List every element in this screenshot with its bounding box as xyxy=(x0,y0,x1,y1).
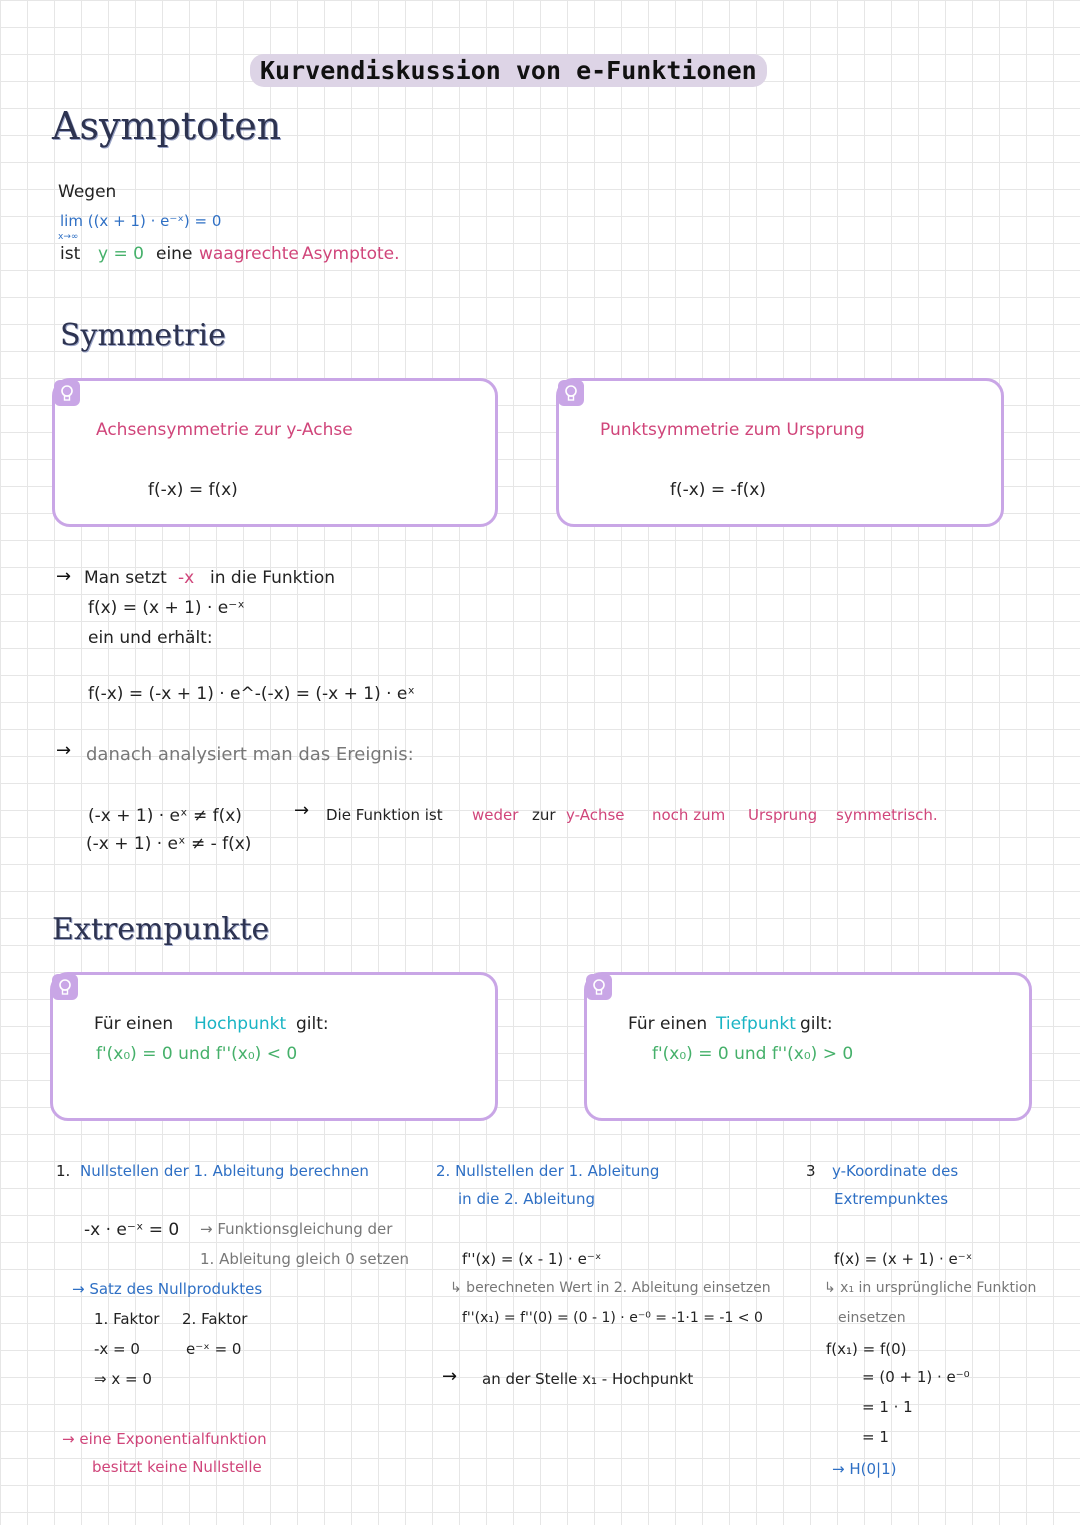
step1-equation: -x · e⁻ˣ = 0 xyxy=(84,1220,180,1240)
box-achsensymmetrie-formula: f(-x) = f(x) xyxy=(148,480,238,500)
function-f-minus-x: f(-x) = (-x + 1) · e^-(-x) = (-x + 1) · eˣ xyxy=(88,684,415,704)
text-wegen: Wegen xyxy=(58,182,117,202)
step3-function: f(x) = (x + 1) · e⁻ˣ xyxy=(834,1250,973,1268)
box-tiefpunkt-condition: f'(x₀) = 0 und f''(x₀) > 0 xyxy=(652,1044,854,1064)
step1-note-2: 1. Ableitung gleich 0 setzen xyxy=(200,1250,410,1268)
lightbulb-icon xyxy=(558,380,584,406)
step1-conclusion-1: → eine Exponentialfunktion xyxy=(62,1430,267,1448)
info-box-achsensymmetrie xyxy=(52,378,498,527)
text-man-setzt: Man setzt xyxy=(84,568,167,588)
info-box-punktsymmetrie xyxy=(556,378,1004,527)
conclusion-ursprung: Ursprung xyxy=(748,806,818,824)
step3-heading-2: Extrempunktes xyxy=(834,1190,949,1208)
step2-heading-1: 2. Nullstellen der 1. Ableitung xyxy=(436,1162,660,1180)
text-asymptote: Asymptote. xyxy=(302,244,400,264)
box-hochpunkt-word: Hochpunkt xyxy=(194,1014,287,1034)
step3-result: → H(0|1) xyxy=(832,1460,897,1478)
limit-expression: lim ((x + 1) · e⁻ˣ) = 0 xyxy=(60,212,222,230)
step1-conclusion-2: besitzt keine Nullstelle xyxy=(92,1458,262,1476)
step3-heading-1: y-Koordinate des xyxy=(832,1162,959,1180)
conclusion-noch-zum: noch zum xyxy=(652,806,726,824)
conclusion-symmetrisch: symmetrisch. xyxy=(836,806,938,824)
box-hochpunkt-text: Für einen xyxy=(94,1014,174,1034)
step1-faktor-2-eq: e⁻ˣ = 0 xyxy=(186,1340,242,1358)
text-analysiert: danach analysiert man das Ereignis: xyxy=(86,744,414,765)
step1-heading: Nullstellen der 1. Ableitung berechnen xyxy=(80,1162,369,1180)
conclusion-text-a: Die Funktion ist xyxy=(326,806,443,824)
lightbulb-icon xyxy=(54,380,80,406)
limit-subscript: x→∞ xyxy=(58,232,79,242)
heading-extrempunkte: Extrempunkte xyxy=(52,912,270,947)
y-zero: y = 0 xyxy=(98,244,144,264)
heading-asymptoten: Asymptoten xyxy=(52,104,282,148)
heading-symmetrie: Symmetrie xyxy=(60,318,226,353)
text-eine: eine xyxy=(156,244,193,264)
step2-heading-2: in die 2. Ableitung xyxy=(458,1190,595,1208)
step2-calculation: f''(x₁) = f''(0) = (0 - 1) · e⁻⁰ = -1·1 = -1 < 0 xyxy=(462,1310,763,1326)
box-hochpunkt-condition: f'(x₀) = 0 und f''(x₀) < 0 xyxy=(96,1044,298,1064)
text-minus-x: -x xyxy=(178,568,195,588)
box-tiefpunkt-gilt: gilt: xyxy=(800,1014,833,1034)
step1-faktor-2: 2. Faktor xyxy=(182,1310,248,1328)
text-ein-und-erhaelt: ein und erhält: xyxy=(88,628,213,648)
box-punktsymmetrie-formula: f(-x) = -f(x) xyxy=(670,480,766,500)
step3-line-3: = 1 · 1 xyxy=(862,1398,913,1416)
arrow-icon: → xyxy=(56,740,72,761)
text-ist: ist xyxy=(60,244,81,264)
step1-satz: → Satz des Nullproduktes xyxy=(72,1280,263,1298)
step1-result: ⇒ x = 0 xyxy=(94,1370,152,1388)
arrow-icon: → xyxy=(294,800,310,821)
inequality-1: (-x + 1) · eˣ ≠ f(x) xyxy=(88,806,242,826)
conclusion-weder: weder xyxy=(472,806,519,824)
step2-second-derivative: f''(x) = (x - 1) · e⁻ˣ xyxy=(462,1250,602,1268)
conclusion-zur: zur xyxy=(532,806,556,824)
text-waagrechte: waagrechte xyxy=(199,244,299,264)
step3-line-2: = (0 + 1) · e⁻⁰ xyxy=(862,1368,970,1386)
text-in-die-funktion: in die Funktion xyxy=(210,568,336,588)
arrow-icon: → xyxy=(442,1366,458,1387)
box-tiefpunkt-text: Für einen xyxy=(628,1014,708,1034)
step1-faktor-1-eq: -x = 0 xyxy=(94,1340,140,1358)
step3-line-4: = 1 xyxy=(862,1428,889,1446)
step1-number: 1. xyxy=(56,1162,71,1180)
page-title: Kurvendiskussion von e-Funktionen xyxy=(250,54,767,87)
step1-note-1: → Funktionsgleichung der xyxy=(200,1220,393,1238)
step3-number: 3 xyxy=(806,1162,816,1180)
conclusion-y-achse: y-Achse xyxy=(566,806,625,824)
box-tiefpunkt-word: Tiefpunkt xyxy=(716,1014,796,1034)
step3-line-1: f(x₁) = f(0) xyxy=(826,1340,907,1358)
step1-faktor-1: 1. Faktor xyxy=(94,1310,160,1328)
box-punktsymmetrie-title: Punktsymmetrie zum Ursprung xyxy=(600,420,865,440)
lightbulb-icon xyxy=(52,974,78,1000)
lightbulb-icon xyxy=(586,974,612,1000)
step2-conclusion: an der Stelle x₁ - Hochpunkt xyxy=(482,1370,694,1388)
function-f: f(x) = (x + 1) · e⁻ˣ xyxy=(88,598,245,618)
box-achsensymmetrie-title: Achsensymmetrie zur y-Achse xyxy=(96,420,353,440)
box-hochpunkt-gilt: gilt: xyxy=(296,1014,329,1034)
step3-note-2: einsetzen xyxy=(838,1310,906,1326)
arrow-icon: → xyxy=(56,566,72,587)
inequality-2: (-x + 1) · eˣ ≠ - f(x) xyxy=(86,834,252,854)
step2-note: ↳ berechneten Wert in 2. Ableitung einsetzen xyxy=(450,1280,771,1296)
step3-note-1: ↳ x₁ in ursprüngliche Funktion xyxy=(824,1280,1037,1296)
